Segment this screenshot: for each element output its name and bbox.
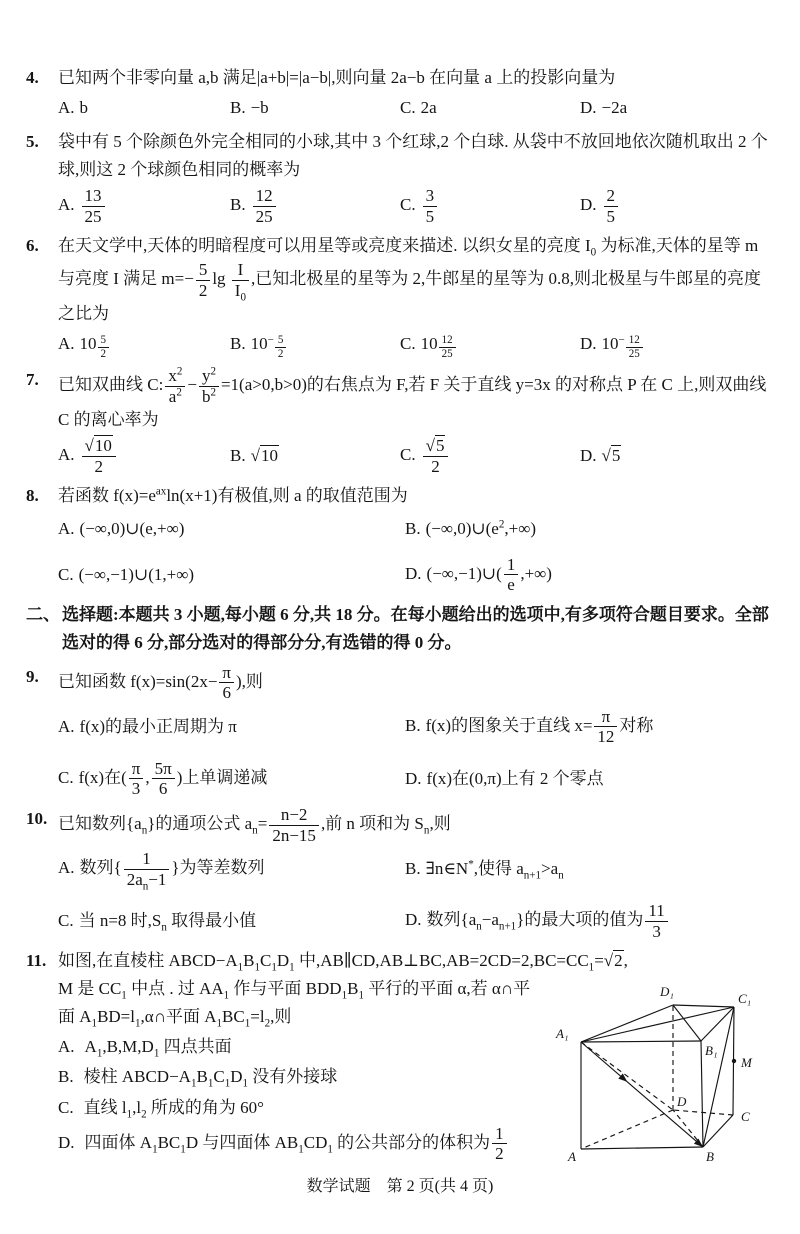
options-row: [58, 94, 772, 122]
option-text: $\frac{√10}{2}$: [80, 445, 118, 464]
question-7: [26, 366, 772, 476]
question-11: [26, 947, 772, 1177]
option-label: A.: [58, 334, 75, 354]
option-label: B.: [405, 715, 421, 735]
option-text: $\frac{13}{25}$: [80, 195, 107, 214]
option-label: A.: [58, 858, 75, 878]
option-text: −2a: [601, 98, 628, 118]
option-text: 直线 $l_1,l_2$ 所成的角为 60°: [83, 1097, 264, 1120]
option-d: [580, 330, 772, 360]
svg-text:A: A: [568, 1149, 576, 1165]
option-b: [405, 707, 772, 747]
option-label: A.: [58, 195, 75, 215]
option-text: ∃n∈N*,使得 $a_{n+1}>a_n$: [425, 858, 564, 882]
question-stem: 已知函数 f(x)=sin(2x− $\frac{\pi}{6}$ ),则: [58, 662, 263, 703]
question-5: [26, 128, 772, 226]
option-text: $\frac{√5}{2}$: [421, 445, 451, 464]
option-label: A.: [58, 518, 75, 538]
option-b: [405, 855, 772, 883]
page-footer: 数学试题 第 2 页(共 4 页): [306, 1177, 494, 1195]
option-text: $10^{- \frac{5}{2}}$: [251, 334, 288, 353]
option-text: 四面体 $A_1BC_1D$ 与四面体 $AB_1CD_1$ 的公共部分的体积为 $\frac{1}{2}$: [85, 1133, 509, 1152]
option-text: b: [79, 98, 89, 118]
option-label: D.: [580, 446, 597, 466]
option-a: [58, 436, 230, 476]
option-text: $\frac{3}{5}$: [421, 195, 440, 214]
option-a: [58, 186, 230, 226]
option-text: √5: [601, 446, 621, 466]
option-label: D.: [405, 563, 422, 583]
option-label: A.: [58, 716, 75, 736]
option-label: D.: [405, 768, 422, 788]
option-label: B.: [230, 98, 246, 118]
option-c: [58, 907, 405, 935]
options-grid: [58, 707, 772, 799]
option-d: [580, 186, 772, 226]
option-label: D.: [580, 334, 597, 354]
option-label: C.: [58, 1097, 74, 1117]
option-label: B.: [230, 446, 246, 466]
option-label: C.: [400, 445, 416, 465]
question-stem: 已知两个非零向量 a,b 满足|a+b|=|a−b|,则向量 2a−b 在向量 a 上的投影向量为: [58, 68, 616, 87]
option-c: [400, 330, 580, 360]
option-a: [58, 849, 405, 893]
svg-text:B: B: [706, 1149, 714, 1165]
option-text: 2a: [420, 98, 437, 118]
options-row: [58, 436, 772, 476]
option-text: 数列$\{a_n-a_{n+1}\}$的最大项的值为 $\frac{11}{3}$: [427, 910, 670, 929]
option-text: 10 $^{\frac{5}{2}}$: [80, 334, 111, 353]
option-text: 10 $^{\frac{12}{25}}$: [421, 334, 457, 353]
svg-text:B₁: B₁: [705, 1043, 718, 1059]
option-label: B.: [58, 1067, 74, 1087]
question-stem: 袋中有 5 个除颜色外完全相同的小球,其中 3 个红球,2 个白球. 从袋中不放回地依次随机取出 2 个球,则这 2 个球颜色相同的概率为: [58, 132, 768, 180]
question-number: 10.: [26, 809, 48, 829]
option-text: $10^{- \frac{12}{25}}$: [602, 334, 644, 353]
option-text: (−∞,−1)∪( $\frac{1}{e}$ ,+∞): [426, 554, 552, 595]
options-row: [58, 330, 772, 360]
option-text: $A_1,B,M,D_1$ 四点共面: [84, 1037, 232, 1060]
option-text: 棱柱 $ABCD-A_1B_1C_1D_1$ 没有外接球: [83, 1067, 338, 1090]
section-2-header: [26, 601, 772, 657]
option-d: [580, 94, 772, 122]
option-text: f(x)在(0,π)上有 2 个零点: [426, 768, 604, 788]
question-number: 4.: [26, 68, 39, 87]
question-8: [26, 482, 772, 594]
svg-text:D: D: [677, 1094, 687, 1110]
option-label: B.: [230, 334, 246, 354]
question-6: [26, 232, 772, 360]
section-number: 二、: [26, 604, 60, 624]
option-c: [400, 186, 580, 226]
option-c: [400, 94, 580, 122]
question-number: 8.: [26, 486, 39, 506]
option-d: [405, 555, 772, 595]
question-9: [26, 663, 772, 799]
svg-text:C₁: C₁: [738, 991, 752, 1007]
option-label: C.: [400, 98, 416, 118]
svg-text:A₁: A₁: [556, 1026, 569, 1042]
option-a: [58, 515, 405, 543]
option-label: C.: [58, 564, 74, 584]
option-c: [400, 436, 580, 476]
question-stem-rest: M 是 $CC_1$ 中点 . 过 $AA_1$ 作与平面 $BDD_1B_1$ 平行的平面 α,若 α∩平面 $A_1BD=l_1,\alpha\cap$平面 $A_1BC_1=l_2$,则: [58, 979, 531, 1030]
option-text: 数列{ $\frac{1}{2a_n-1}$ }为等差数列: [79, 849, 265, 893]
option-label: B.: [405, 518, 421, 538]
option-label: D.: [405, 910, 422, 930]
option-label: A.: [58, 445, 75, 465]
option-text: √10: [250, 446, 278, 466]
option-d: [405, 765, 772, 793]
option-label: B.: [405, 859, 421, 879]
question-number: 6.: [26, 236, 39, 256]
question-stem: 在天文学中,天体的明暗程度可以用星等或亮度来描述. 以织女星的亮度 $I_0$ 为标准,天体的星等 m 与亮度 I 满足 m=− $\frac{5}{2}$ lg $\frac{I}{I_0}$ ,已知北极星的星等为 2,牛郎星的星等为 0.8,则北极星与牛郎星的亮度之比为: [58, 236, 761, 324]
option-b: [230, 94, 400, 122]
option-label: D.: [580, 195, 597, 215]
option-text: $\frac{2}{5}$: [602, 195, 621, 214]
option-label: C.: [58, 911, 74, 931]
svg-text:M: M: [741, 1055, 752, 1071]
option-label: C.: [400, 334, 416, 354]
prism-figure: [546, 977, 772, 1177]
option-text: f(x)的最小正周期为 π: [79, 716, 237, 736]
option-label: B.: [230, 195, 246, 215]
option-text: 当 n=8 时$,S_n$ 取得最小值: [78, 911, 257, 934]
option-a: [58, 713, 405, 741]
option-a: [58, 94, 230, 122]
option-text: $\frac{12}{25}$: [251, 195, 278, 214]
question-stem: 若函数 $f(x)=e^{ax}\ln(x+1)$有极值,则 a 的取值范围为: [58, 485, 408, 506]
section-instructions: 选择题:本题共 3 小题,每小题 6 分,共 18 分。在每小题给出的选项中,有多项符合题目要求。全部选对的得 6 分,部分选对的得部分分,有选错的得 0 分。: [62, 604, 769, 652]
options-grid: [58, 849, 772, 941]
option-text: f(x)在( $\frac{\pi}{3}$ , $\frac{5\pi}{6}$ )上单调递减: [78, 758, 268, 799]
question-4: [26, 64, 772, 122]
option-c: [58, 561, 405, 589]
option-label: D.: [580, 98, 597, 118]
option-text: (−∞,0)∪(e,+∞): [79, 518, 185, 538]
question-number: 11.: [26, 951, 47, 971]
option-b: [230, 442, 400, 470]
svg-text:D₁: D₁: [660, 984, 674, 1000]
option-text: (−∞,−1)∪(1,+∞): [78, 564, 194, 584]
option-text: $(-\infty,0)\cup(e^2,+\infty)$: [425, 517, 536, 538]
option-label: D.: [58, 1132, 75, 1152]
question-number: 9.: [26, 666, 39, 686]
options-row: [58, 186, 772, 226]
question-number: 7.: [26, 370, 39, 390]
question-10: [26, 805, 772, 941]
options-grid: [58, 515, 772, 595]
option-label: A.: [58, 98, 75, 118]
option-text: f(x)的图象关于直线 x= $\frac{\pi}{12}$ 对称: [425, 706, 654, 747]
option-b: [405, 515, 772, 543]
option-b: [230, 330, 400, 360]
option-label: A.: [58, 1037, 75, 1057]
option-b: [230, 186, 400, 226]
question-stem-line1: 如图,在直棱柱 $ABCD-A_1B_1C_1D_1$ 中$,AB\parallel CD,AB\perp BC,AB=2CD=2,BC=CC_1=√2$,: [58, 951, 628, 974]
svg-text:C: C: [741, 1109, 750, 1125]
option-c: [58, 759, 405, 799]
question-stem: 已知双曲线 C: $\frac{x^2}{a^2}$ − $\frac{y^2}{b^2}$ =1(a>0,b>0)的右焦点为 F,若 F 关于直线 y=3x 的对称点 P 在 C 上,则双曲线 C 的离心率为: [58, 365, 767, 430]
option-d: [405, 901, 772, 941]
option-a: [58, 330, 230, 360]
option-d: [580, 442, 772, 470]
option-text: −b: [250, 98, 269, 118]
question-stem: 已知数列$\{a_n\}$的通项公式 $a_n=$ $\frac{n-2}{2n-15}$ ,前 n 项和为 $S_n$,则: [58, 805, 451, 845]
option-label: C.: [400, 195, 416, 215]
option-label: C.: [58, 767, 74, 787]
question-number: 5.: [26, 132, 39, 152]
